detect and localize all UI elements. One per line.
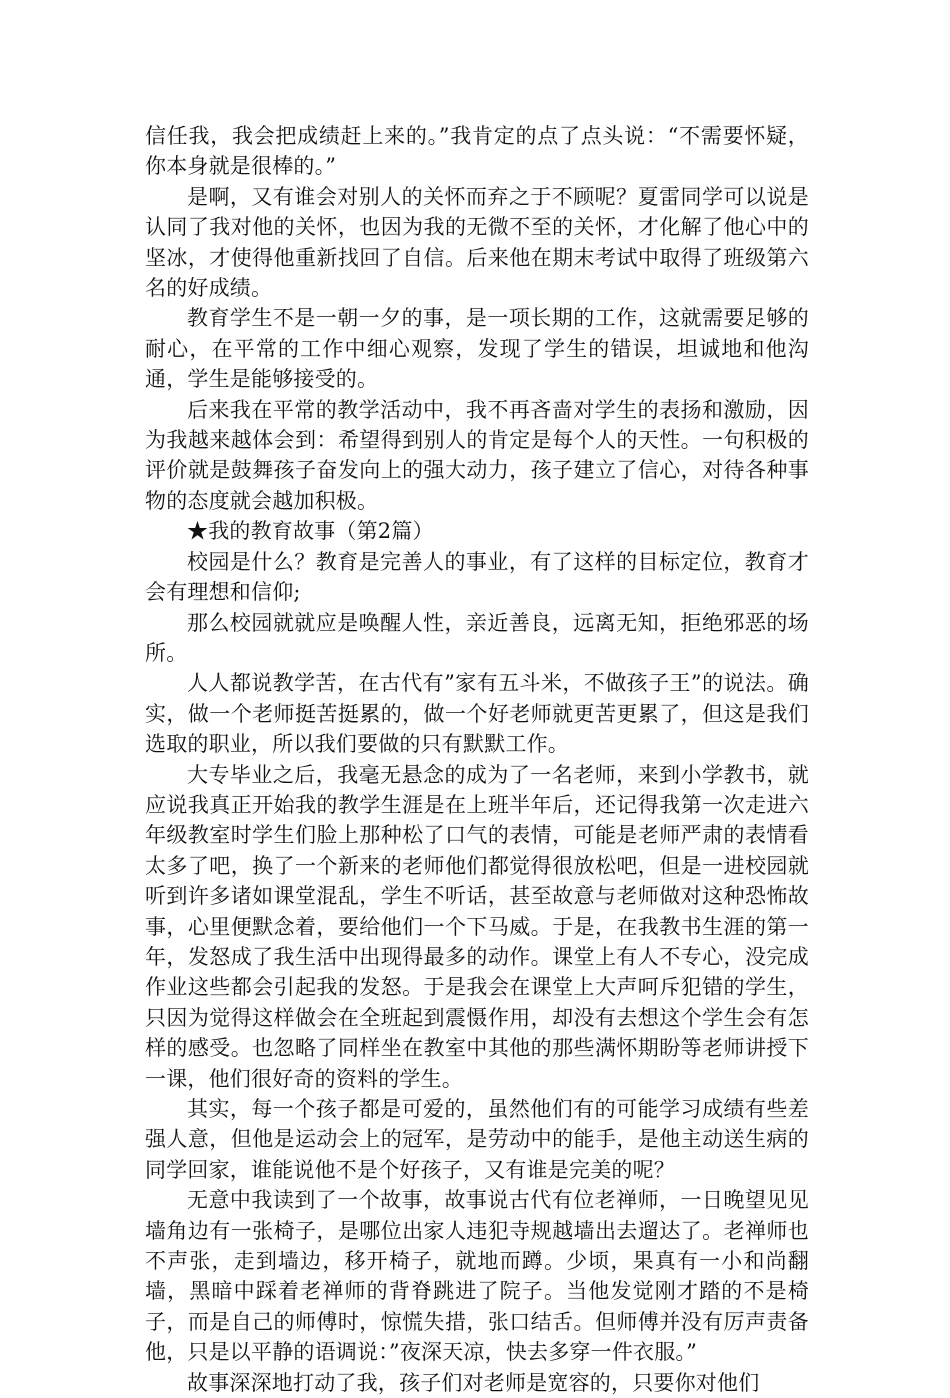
- paragraph: 故事深深地打动了我，孩子们对老师是宽容的，只要你对他们: [187, 1370, 760, 1395]
- paragraph: 无意中我读到了一个故事，故事说古代有位老禅师，一日晚望见见墙角边有一张椅子，是哪位出家人违犯寺规越墙出去遛达了。老禅师也不声张，走到墙边，移开椅子，就地而蹲。少顷，果真有一小和尚翻墙，黑暗中踩着老禅师的背脊跳进了院子。当他发觉刚才踏的不是椅子，而是自己的师傅时，惊慌失措，张口结舌。但师傅并没有厉声责备他，只是以平静的语调说：”夜深天凉，快去多穿一件衣服。”: [145, 1188, 809, 1365]
- paragraph: 教育学生不是一朝一夕的事，是一项长期的工作，这就需要足够的耐心，在平常的工作中细心观察，发现了学生的错误，坦诚地和他沟通，学生是能够接受的。: [145, 306, 809, 392]
- paragraph: 校园是什么？教育是完善人的事业，有了这样的目标定位，教育才会有理想和信仰;: [145, 549, 809, 605]
- paragraph: 那么校园就就应是唤醒人性，亲近善良，远离无知，拒绝邪恶的场所。: [145, 610, 809, 665]
- paragraph: 后来我在平常的教学活动中，我不再吝啬对学生的表扬和激励，因为我越来越体会到：希望得到别人的肯定是每个人的天性。一句积极的评价就是鼓舞孩子奋发向上的强大动力，孩子建立了信心，对待各种事物的态度就会越加积极。: [145, 397, 809, 513]
- paragraph: 大专毕业之后，我毫无悬念的成为了一名老师，来到小学教书，就应说我真正开始我的教学生涯是在上班半年后，还记得我第一次走进六年级教室时学生们脸上那种松了口气的表情，可能是老师严肃的表情看太多了吧，换了一个新来的老师他们都觉得很放松吧，但是一进校园就听到许多诸如课堂混乱，学生不听话，甚至故意与老师做对这种恐怖故事，心里便默念着，要给他们一个下马威。于是，在我教书生涯的第一年，发怒成了我生活中出现得最多的动作。课堂上有人不专心，没完成作业这些都会引起我的发怒。于是我会在课堂上大声呵斥犯错的学生，只因为觉得这样做会在全班起到震慑作用，却没有去想这个学生会有怎样的感受。也忽略了同样坐在教室中其他的那些满怀期盼等老师讲授下一课，他们很好奇的资料的学生。: [145, 762, 809, 1091]
- paragraph: 信任我，我会把成绩赶上来的。”我肯定的点了点头说：“不需要怀疑，你本身就是很棒的。”: [145, 124, 809, 179]
- document-body: [145, 121, 809, 1398]
- section-heading: ★我的教育故事（第2篇）: [187, 519, 434, 544]
- paragraph: 是啊，又有谁会对别人的关怀而弃之于不顾呢？夏雷同学可以说是认同了我对他的关怀，也因为我的无微不至的关怀，才化解了他心中的坚冰，才使得他重新找回了自信。后来他在期末考试中取得了班级第六名的好成绩。: [145, 184, 809, 301]
- paragraph: 人人都说教学苦，在古代有”家有五斗米，不做孩子王”的说法。确实，做一个老师挺苦挺累的，做一个好老师就更苦更累了，但这是我们选取的职业，所以我们要做的只有默默工作。: [145, 671, 809, 757]
- paragraph: 其实，每一个孩子都是可爱的，虽然他们有的可能学习成绩有些差强人意，但他是运动会上的冠军，是劳动中的能手，是他主动送生病的同学回家，谁能说他不是个好孩子，又有谁是完美的呢？: [145, 1097, 809, 1182]
